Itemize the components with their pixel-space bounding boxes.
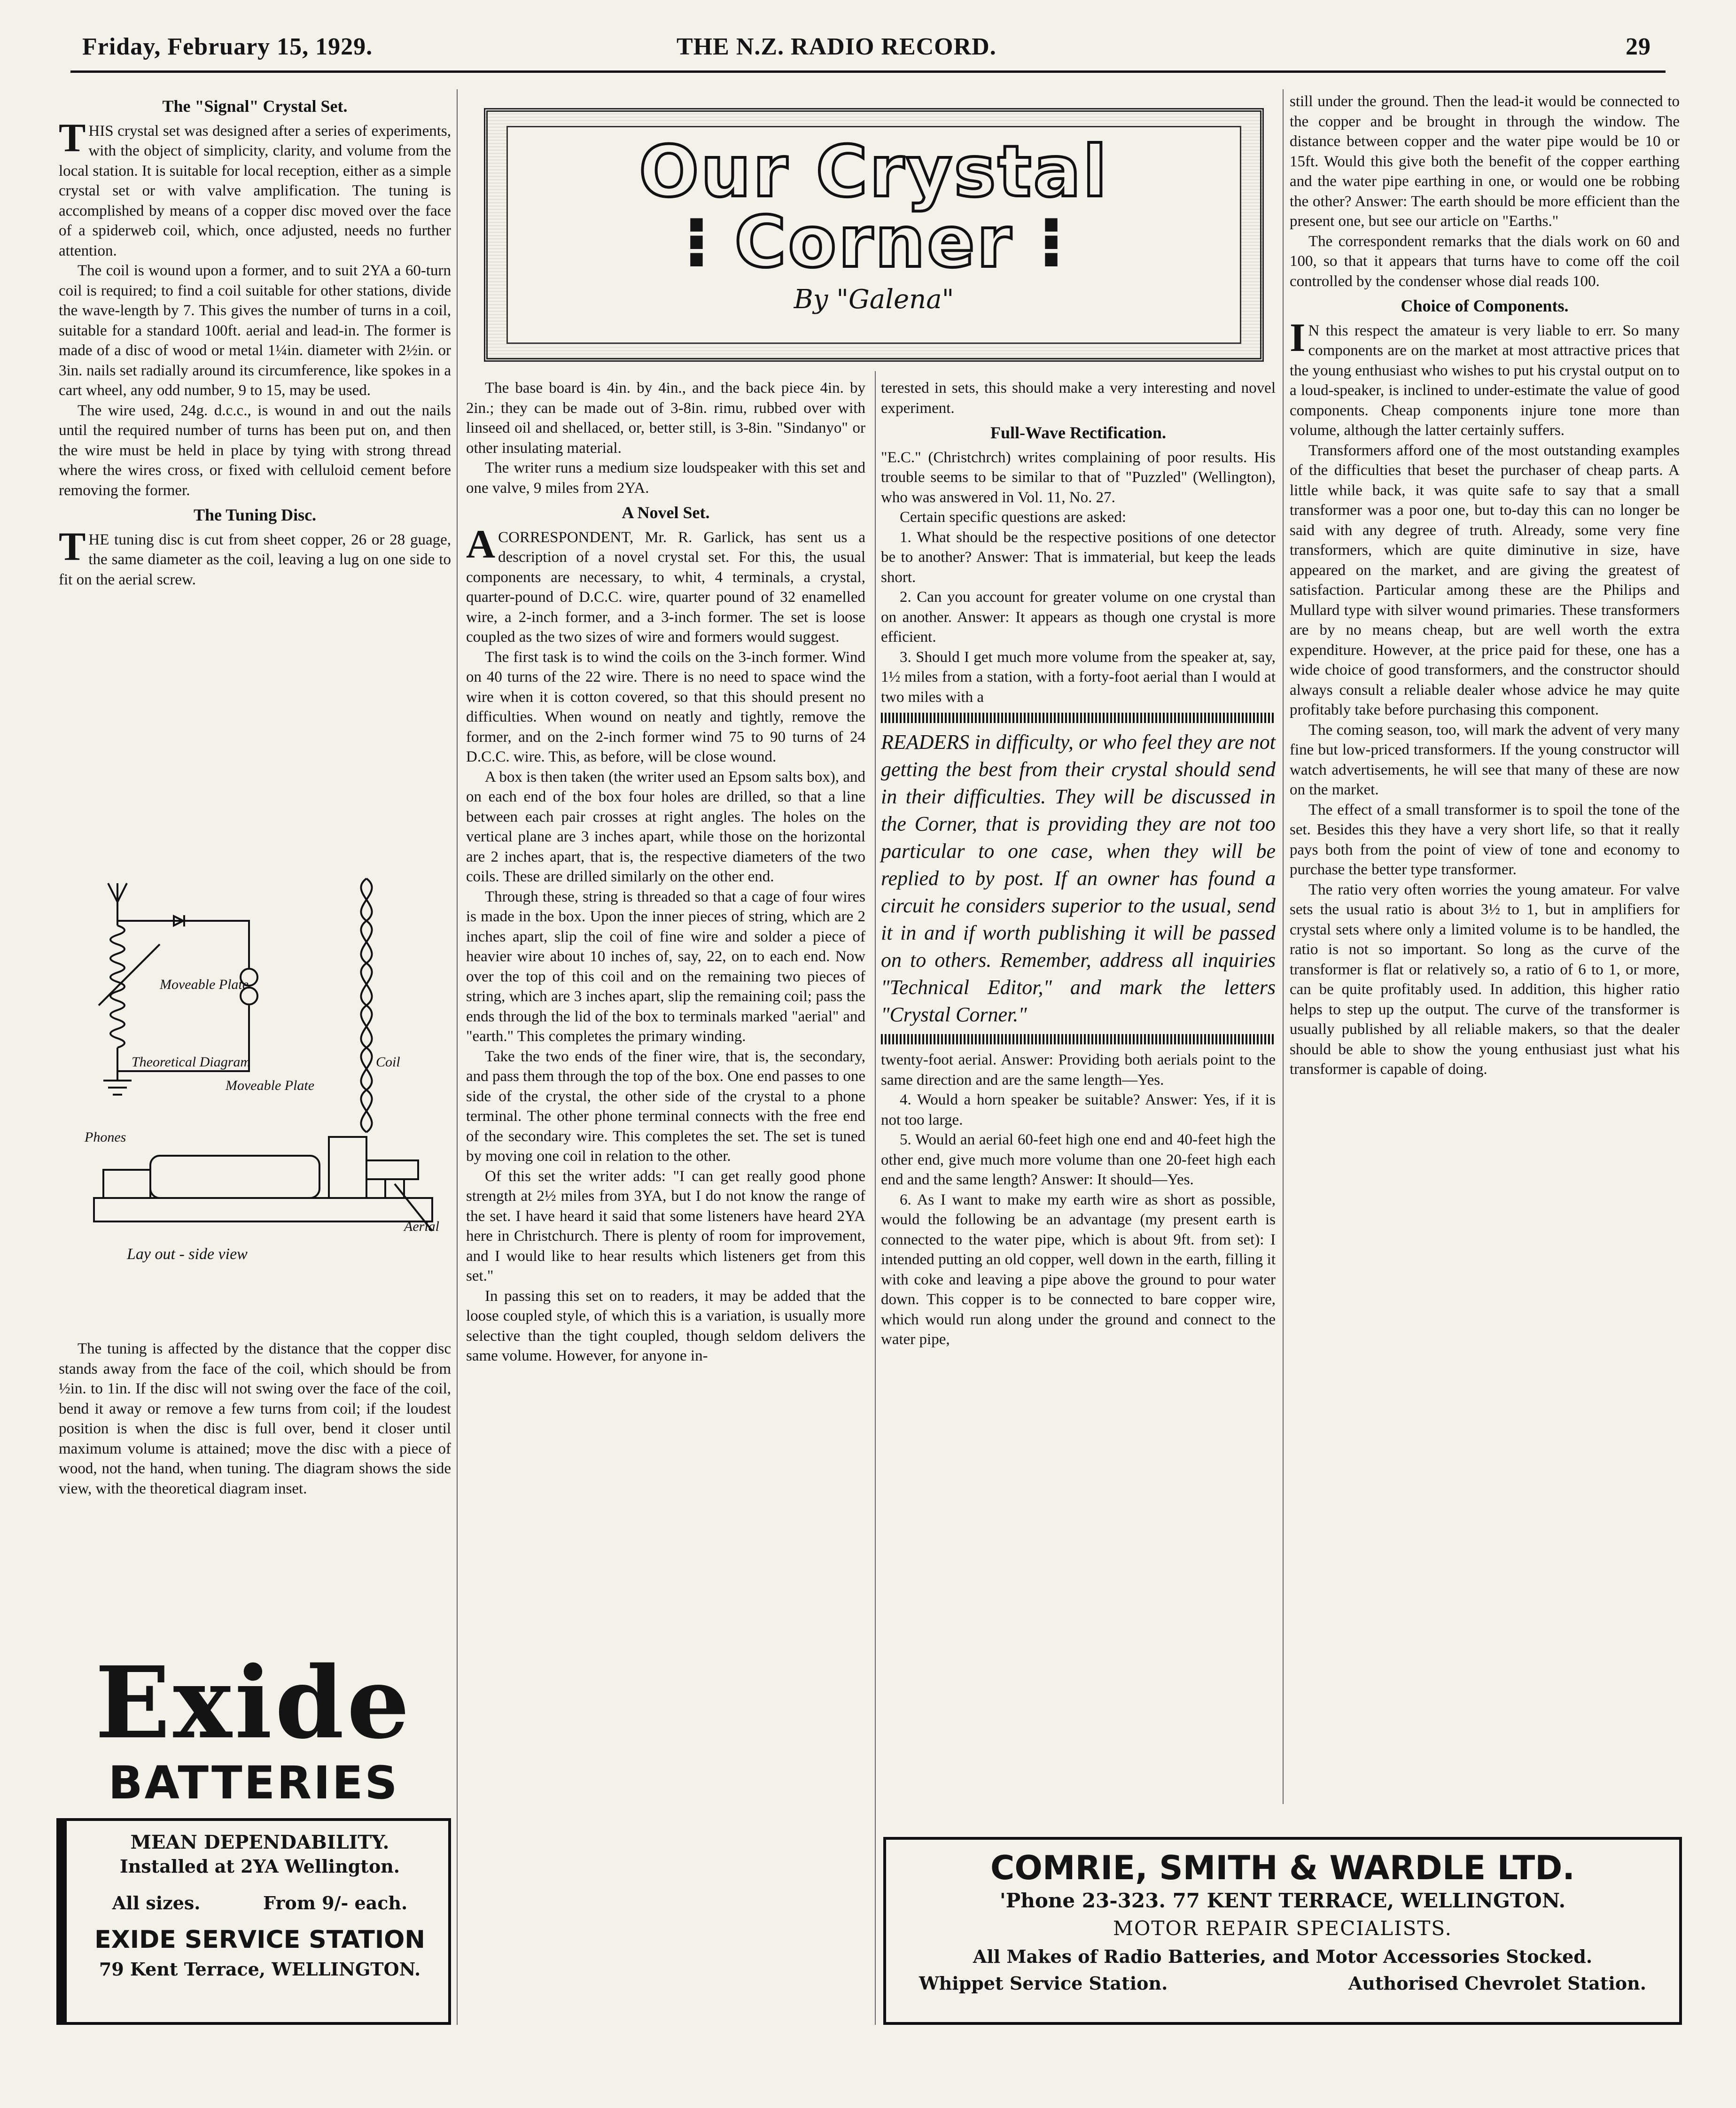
back-piece bbox=[329, 1137, 366, 1198]
page-number: 29 bbox=[1626, 33, 1651, 60]
diagram-label-phones: Phones bbox=[85, 1129, 126, 1145]
column-rule bbox=[457, 89, 458, 2025]
colon-ornament: ⁝ bbox=[1013, 202, 1065, 283]
paragraph: The coil is wound upon a former, and to suit 2YA a 60-turn coil is required; to find a coil suitable for other stations, divide the wave-length by 7. This gives the number of turns in a coil, suitable for a standard 100ft. aerial and lead-in. The former is made of a disc of wood or metal 1¼in. diameter with 2½in. or 3in. nails set radially around its circumference, like spokes in a cart wheel, any odd number, 9 to 15, may be used. bbox=[59, 262, 451, 399]
paragraph: Through these, string is threaded so that a cage of four wires is made in the box. Upon the inner pieces of string, which are 2 inches apart, slip the coil of fine wire and solder a piece of heavier wire about 10 inches of, say, 22, on to each end. Now over the top of this coil and on the remaining two pieces of string, which are 3 inches apart, slip the remaining coil; pass the ends through the lid of the box to terminals marked "aerial" and "earth." This completes the primary winding. bbox=[466, 888, 865, 1045]
paragraph: I N this respect the amateur is very liable to err. So many components are on the market at most attractive prices that the young enthusiast who wishes to put his crystal output on to a loud-speaker, is inclined to under-estimate the value of good components. Cheap components injure tone more than volume, although the latter certainly suffers. bbox=[1290, 314, 1680, 439]
paragraph: Of this set the writer adds: "I can get really good phone strength at 2½ miles from 3YA, but I do not know the range of the set. I have heard it said that some listeners have heard 2YA here in Christchurch. There is plenty of room for improvement, and I would like to hear results which listeners get from this set." bbox=[466, 1167, 865, 1284]
paragraph: 2. Can you account for greater volume on one crystal than on another. Answer: It appears as though one crystal is more efficient. bbox=[881, 589, 1276, 646]
exide-station: EXIDE SERVICE STATION bbox=[94, 1926, 425, 1954]
drop-cap: A bbox=[466, 521, 496, 567]
masthead-title-1: Our Crystal bbox=[639, 131, 1109, 213]
diagram-label-moveable: Moveable Plate bbox=[226, 1078, 315, 1093]
paragraph: In passing this set on to readers, it may be added that the loose coupled style, of which this is a variation, is usually more selective than the tight coupled, though seldom delivers the same volume. However, for anyone in- bbox=[466, 1287, 865, 1364]
drop-cap: I bbox=[1290, 314, 1306, 360]
paragraph: terested in sets, this should make a very interesting and novel experiment. bbox=[881, 380, 1276, 417]
paragraph: 3. Should I get much more volume from the speaker at, say, 1½ miles from a station, with a forty-foot aerial than I would at two miles with a bbox=[881, 648, 1276, 706]
heading-novel-set: A Novel Set. bbox=[622, 503, 710, 522]
exide-brand: Exide bbox=[95, 1645, 413, 1761]
readers-notice: READERS in difficulty, or who feel they are not getting the best from their crystal should send in their difficulties. They will be discussed in the Corner, that is providing they are not too particular to one case, when they will be replied to by post. If an owner has found a circuit he considers superior to the usual, send it in and if worth publishing it will be passed on to others. Remember, address all inquiries "Technical Editor," and mark the letters "Crystal Corner." bbox=[881, 731, 1276, 1026]
heading-choice-components: Choice of Components. bbox=[1401, 296, 1569, 315]
diagram-label-layout: Lay out - side view bbox=[127, 1245, 248, 1263]
column-4 bbox=[1290, 92, 1680, 1080]
comrie-chevrolet: Authorised Chevrolet Station. bbox=[1348, 1973, 1646, 1994]
column-rule bbox=[1283, 89, 1284, 1804]
paragraph: THIS crystal set was designed after a series of experiments, with the object of simplicity, clarity, and volume from the local station. It is suitable for local reception, either as a simple crystal set or with valve amplification. The tuning is accomplished by means of a copper disc moved over the face of a spiderweb coil, which, once adjusted, needs no further attention. bbox=[59, 115, 451, 259]
stripe-rule bbox=[881, 1034, 1276, 1044]
paragraph: Certain specific questions are asked: bbox=[900, 509, 1126, 526]
aerial-symbol bbox=[108, 883, 127, 902]
exide-product: BATTERIES bbox=[108, 1757, 399, 1809]
paragraph: The base board is 4in. by 4in., and the back piece 4in. by 2in.; they can be made out of 3-8in. rimu, rubbed over with linseed oil and shellaced, or, better still, is 3-8in. "Sindanyo" or other insulating material. bbox=[466, 380, 865, 457]
drop-cap: T bbox=[59, 115, 86, 160]
crystal-set-diagram bbox=[66, 874, 451, 1325]
comrie-whippet: Whippet Service Station. bbox=[919, 1973, 1168, 1994]
exide-sizes: All sizes. bbox=[112, 1892, 201, 1914]
paragraph: The writer runs a medium size loudspeaker with this set and one valve, 9 miles from 2YA. bbox=[466, 459, 865, 497]
column-1-lower bbox=[59, 1339, 451, 1499]
heading-signal-set: The "Signal" Crystal Set. bbox=[162, 97, 348, 116]
heading-tuning-disc: The Tuning Disc. bbox=[193, 506, 317, 524]
column-2 bbox=[466, 378, 865, 1366]
phone-terminals bbox=[103, 1170, 150, 1198]
masthead-box bbox=[484, 108, 1264, 362]
comrie-specialists: MOTOR REPAIR SPECIALISTS. bbox=[1113, 1917, 1453, 1940]
drop-cap: T bbox=[59, 523, 86, 569]
column-3 bbox=[881, 378, 1276, 1350]
header-date: Friday, February 15, 1929. bbox=[82, 33, 373, 60]
colon-ornament: ⁝ bbox=[683, 202, 735, 283]
diagram-label-aerial: Aerial bbox=[404, 1219, 439, 1234]
paragraph: 6. As I want to make my earth wire as short as possible, would the following be an advantage (my present earth is connected to the water pipe, which is about 9ft. from set): I intended putting an old copper, well down in the earth, filling it with coke and leaving a pipe above the ground to pour water down. This copper is to be connected to bare copper wire, which would run along under the ground and connect to the water pipe, bbox=[881, 1191, 1276, 1348]
paragraph: 1. What should be the respective positions of one detector be to another? Answer: That is immaterial, but keep the leads short. bbox=[881, 529, 1276, 586]
diagram-label-coil: Coil bbox=[376, 1054, 400, 1070]
masthead-byline: By "Galena" bbox=[794, 284, 954, 315]
paragraph: 5. Would an aerial 60-feet high one end and 40-feet high the other end, give much more volume than one 20-feet high each end and the same length? Answer: It should—Yes. bbox=[881, 1131, 1276, 1188]
paragraph: A box is then taken (the writer used an Epsom salts box), and on each end of the box four holes are drilled, so that a line between each pair crosses at right angles. The holes on the vertical plane are 3 inches apart, while those on the horizontal are 2 inches apart, that is, the respective diameters of the two coils. These are drilled similarly on the other end. bbox=[466, 768, 865, 885]
diagram-label-plate: Moveable Plate bbox=[160, 977, 249, 992]
paragraph: 4. Would a horn speaker be suitable? Answer: Yes, if it is not too large. bbox=[881, 1091, 1276, 1128]
header-rule bbox=[70, 70, 1666, 73]
comrie-advert bbox=[883, 1837, 1682, 2025]
paragraph: Take the two ends of the finer wire, that is, the secondary, and pass them through the top of the box. One end passes to one side of the crystal, the other side of the crystal to a phone terminal. The other phone terminal connects with the free end of the secondary wire. This completes the set. The set is tuned by moving one coil in relation to the other. bbox=[466, 1048, 865, 1165]
paragraph: The ratio very often worries the young amateur. For valve sets the usual ratio is about 3½ to 1, but in amplifiers for crystal sets where only a limited volume is to be handled, the ratio is not so important. So long as the curve of the transformer is flat or relatively so, a ratio of 6 to 1, or more, can be quite profitably used. In addition, this higher ratio helps to step up the output. The curve of the transformer is usually published by all reliable makers, so that the dealer should be able to show the young enthusiast just what his transformer is capable of doing. bbox=[1290, 881, 1680, 1078]
exide-line1: MEAN DEPENDABILITY. bbox=[130, 1831, 389, 1853]
paragraph: The coming season, too, will mark the advent of very many fine but low-priced transformers. If the young constructor will watch advertisements, he will see that many of these are now on the market. bbox=[1290, 721, 1680, 798]
paragraph: Transformers afford one of the most outstanding examples of the difficulties that beset the purchaser of cheap parts. A little while back, it was quite safe to say that a small transformer was a poor one, but to-day this can no longer be said with any degree of truth. Already, some very fine transformers, which are quite diminutive in size, have appeared on the market, and are giving the greatest of satisfaction. Particular among these are the Philips and Mullard type with silver wound primaries. These transformers are by no means cheap, but are well worth the extra expenditure. However, at the price paid for these, one has a wide choice of good transformers, and the constructor should always consult a reliable dealer whose advice he may quite profitably take before purchasing this component. bbox=[1290, 442, 1680, 718]
header-title: THE N.Z. RADIO RECORD. bbox=[677, 33, 996, 60]
paragraph: "E.C." (Christchrch) writes complaining of poor results. His trouble seems to be similar to that of "Puzzled" (Wellington), who was answered in Vol. 11, No. 27. bbox=[881, 449, 1276, 506]
exide-price: From 9/- each. bbox=[263, 1892, 408, 1914]
paragraph: still under the ground. Then the lead-it would be connected to the copper and be brought in through the window. The distance between copper and the water pipe would be 10 or 15ft. Would this give both the benefit of the copper earthing and the water pipe earthing in one, or would one be robbing the other? Answer: The earth should be more efficient than the present one, but see our article on "Earths." bbox=[1290, 93, 1680, 230]
coil-former bbox=[150, 1156, 319, 1198]
comrie-name: COMRIE, SMITH & WARDLE LTD. bbox=[990, 1849, 1575, 1887]
heading-full-wave: Full-Wave Rectification. bbox=[990, 423, 1166, 442]
paragraph: A CORRESPONDENT, Mr. R. Garlick, has sent us a description of a novel crystal set. For this, the usual components are necessary, to whit, 4 terminals, a crystal, quarter-pound of D.C.C. wire, quarter pound of 32 enamelled wire, a 2-inch former, and a 3-inch former. The set is loose coupled as the two sizes of wire and formers would suggest. bbox=[466, 521, 865, 646]
base-board bbox=[94, 1198, 432, 1221]
paragraph: The wire used, 24g. d.c.c., is wound in and out the nails until the required number of turns has been put on, and then the wire must be held in place by tying with strong thread where the wires cross, or fixed with celluloid cement before removing the former. bbox=[59, 402, 451, 499]
paragraph: The tuning is affected by the distance that the copper disc stands away from the face of the coil, which should be from ½in. to 1in. If the disc will not swing over the face of the coil, bend it away or remove a few turns from coil; if the loudest position is when the disc is full over, bend it closer until maximum volume is attained; move the disc with a piece of wood, not the hand, when tuning. The diagram shows the side view, with the theoretical diagram inset. bbox=[59, 1340, 451, 1497]
diagram-label-theory: Theoretical Diagram bbox=[132, 1054, 251, 1070]
paragraph: The first task is to wind the coils on the 3-inch former. Wind on 40 turns of the 22 wire. There is no need to space wind the wire when it is cotton covered, so that this should present no difficulties. When wound on neatly and tightly, remove the former, and on the 2-inch former wind 75 to 90 turns of 24 D.C.C. wire. This, as before, will be close wound. bbox=[466, 648, 865, 765]
paragraph: The effect of a small transformer is to spoil the tone of the set. Besides this they have a very short life, so that it really pays both from the point of view of tone and economy to purchase the better type transformer. bbox=[1290, 801, 1680, 878]
moveable-arrow bbox=[99, 944, 160, 1005]
stripe-rule bbox=[881, 713, 1276, 723]
exide-address: 79 Kent Terrace, WELLINGTON. bbox=[99, 1959, 421, 1980]
masthead-title-2: Corner bbox=[734, 202, 1013, 283]
exide-advert bbox=[56, 1645, 451, 2025]
exide-line2: Installed at 2YA Wellington. bbox=[119, 1856, 400, 1877]
comrie-address: 'Phone 23-323. 77 KENT TERRACE, WELLINGTON. bbox=[999, 1889, 1566, 1912]
comrie-stock: All Makes of Radio Batteries, and Motor Accessories Stocked. bbox=[973, 1946, 1593, 1967]
paragraph: The correspondent remarks that the dials work on 60 and 100, so that it appears that turns have to come off the coil controlled by the condenser whose dial reads 100. bbox=[1290, 233, 1680, 290]
paragraph: twenty-foot aerial. Answer: Providing both aerials point to the same direction and are the same length—Yes. bbox=[881, 1051, 1276, 1089]
paragraph: THE tuning disc is cut from sheet copper, 26 or 28 guage, the same diameter as the coil, leaving a lug on one side to fit on the aerial screw. bbox=[59, 523, 451, 588]
diagram-svg bbox=[66, 874, 451, 1325]
column-1 bbox=[59, 92, 451, 590]
column-rule bbox=[875, 371, 876, 2025]
